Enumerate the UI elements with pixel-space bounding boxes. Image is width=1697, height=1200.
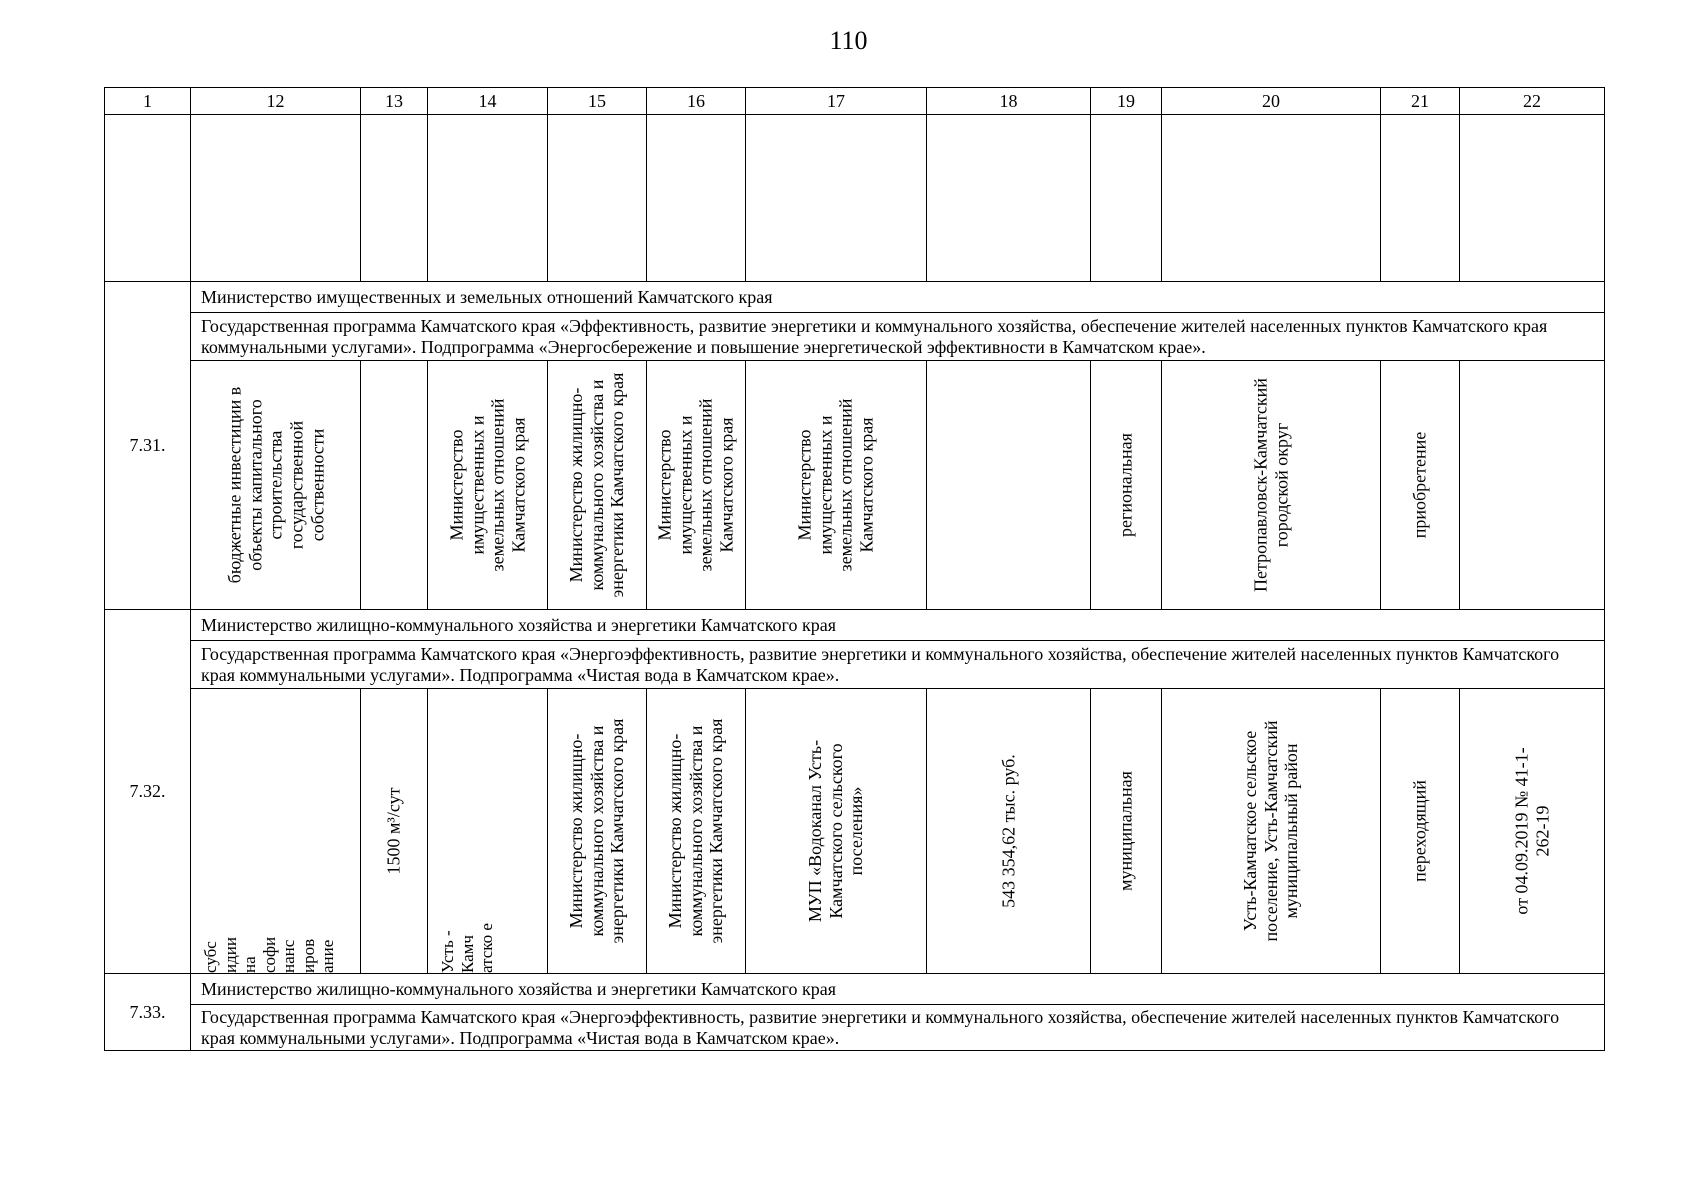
empty-cell	[548, 115, 647, 282]
details-row	[105, 689, 1605, 974]
developer-cell	[647, 689, 746, 974]
program-row	[105, 1005, 1605, 1051]
ownership-cell	[1091, 689, 1162, 974]
location: Петропавловск-Камчатский городской округ	[1250, 378, 1291, 592]
location-cell	[1162, 689, 1381, 974]
program-row	[105, 313, 1605, 361]
administrator-cell	[548, 689, 647, 974]
row-number: 7.32.	[105, 610, 191, 974]
administrator: Министерство жилищно-коммунального хозяйства и энергетики Камчатского края	[565, 372, 628, 598]
column-header: 19	[1091, 88, 1162, 115]
status: приобретение	[1409, 431, 1430, 539]
page-number: 110	[829, 26, 868, 55]
empty-cell	[927, 115, 1091, 282]
developer: Министерство имущественных и земельных отношений Камчатского края	[654, 398, 737, 572]
program-description: Государственная программа Камчатского края «Энергоэффективность, развитие энергетики и коммунального хозяйства, обеспечение жителей населенных пунктов Камчатского края коммунальными услугами». Подпрограмма «Чистая вода в Камчатском крае».	[191, 641, 1605, 689]
developer: Министерство жилищно-коммунального хозяйства и энергетики Камчатского края	[664, 718, 727, 944]
empty-cell	[1381, 115, 1460, 282]
status-cell	[1381, 689, 1460, 974]
funding-type: бюджетные инвестиции в объекты капитального строительства государственной собственности	[223, 386, 327, 584]
cost-cell	[927, 689, 1091, 974]
column-header: 21	[1381, 88, 1460, 115]
column-header: 17	[746, 88, 927, 115]
operator: МУП «Водоканал Усть-Камчатского сельского поселения»	[804, 739, 867, 923]
ownership: региональная	[1115, 433, 1136, 537]
customer: Министерство имущественных и земельных отношений Камчатского края	[446, 398, 529, 572]
column-header: 18	[927, 88, 1091, 115]
status-cell	[1381, 361, 1460, 610]
cost-cell	[927, 361, 1091, 610]
administrator-cell	[548, 361, 647, 610]
column-header-row	[105, 88, 1605, 115]
details-row	[105, 361, 1605, 610]
operator: Министерство имущественных и земельных отношений Камчатского края	[794, 398, 877, 572]
column-header: 13	[361, 88, 428, 115]
location-cell	[1162, 361, 1381, 610]
customer-cell	[428, 361, 548, 610]
funding-type-cell: субс идии на софи нанс иров ание	[191, 689, 361, 974]
capacity-cell	[361, 361, 428, 610]
empty-cell	[1162, 115, 1381, 282]
empty-cell	[191, 115, 361, 282]
program-description: Государственная программа Камчатского края «Энергоэффективность, развитие энергетики и коммунального хозяйства, обеспечение жителей населенных пунктов Камчатского края коммунальными услугами». Подпрограмма «Чистая вода в Камчатском крае».	[191, 1005, 1605, 1051]
ministry-name: Министерство жилищно-коммунального хозяйства и энергетики Камчатского края	[191, 974, 1605, 1005]
ownership-cell	[1091, 361, 1162, 610]
column-header: 12	[191, 88, 361, 115]
capacity: 1500 м³/сут	[383, 787, 404, 875]
location: Усть-Камчатское сельское поселение, Усть-Камчатский муниципальный район	[1239, 720, 1302, 942]
column-header: 14	[428, 88, 548, 115]
column-header: 16	[647, 88, 746, 115]
operator-cell	[746, 361, 927, 610]
operator-cell	[746, 689, 927, 974]
row-number: 7.31.	[105, 282, 191, 610]
ministry-name: Министерство жилищно-коммунального хозяйства и энергетики Камчатского края	[191, 610, 1605, 641]
document-cell	[1460, 361, 1605, 610]
empty-cell	[1460, 115, 1605, 282]
developer-cell	[647, 361, 746, 610]
empty-cell	[105, 115, 191, 282]
program-row	[105, 641, 1605, 689]
status: переходящий	[1409, 780, 1430, 882]
empty-cell	[746, 115, 927, 282]
projects-table	[104, 87, 1605, 1051]
empty-cell	[1091, 115, 1162, 282]
program-description: Государственная программа Камчатского края «Эффективность, развитие энергетики и коммунального хозяйства, обеспечение жителей населенных пунктов Камчатского края коммунальными услугами». Подпрограмма «Энергосбережение и повышение энергетической эффективности в Камчатском крае».	[191, 313, 1605, 361]
column-header: 15	[548, 88, 647, 115]
column-header: 1	[105, 88, 191, 115]
ministry-row	[105, 282, 1605, 313]
administrator: Министерство жилищно-коммунального хозяйства и энергетики Камчатского края	[565, 718, 628, 944]
ministry-name: Министерство имущественных и земельных отношений Камчатского края	[191, 282, 1605, 313]
row-number: 7.33.	[105, 974, 191, 1051]
document-reference: от 04.09.2019 № 41-1-262-19	[1511, 747, 1552, 915]
column-header: 20	[1162, 88, 1381, 115]
empty-cell	[428, 115, 548, 282]
ownership: муниципальная	[1115, 771, 1136, 891]
cost: 543 354,62 тыс. руб.	[998, 754, 1019, 908]
ministry-row	[105, 610, 1605, 641]
document-cell	[1460, 689, 1605, 974]
empty-cell	[361, 115, 428, 282]
empty-cell	[647, 115, 746, 282]
customer-cell: Усть - Камч атско е	[428, 689, 548, 974]
capacity-cell	[361, 689, 428, 974]
continuation-row	[105, 115, 1605, 282]
column-header: 22	[1460, 88, 1605, 115]
funding-type-cell	[191, 361, 361, 610]
ministry-row	[105, 974, 1605, 1005]
